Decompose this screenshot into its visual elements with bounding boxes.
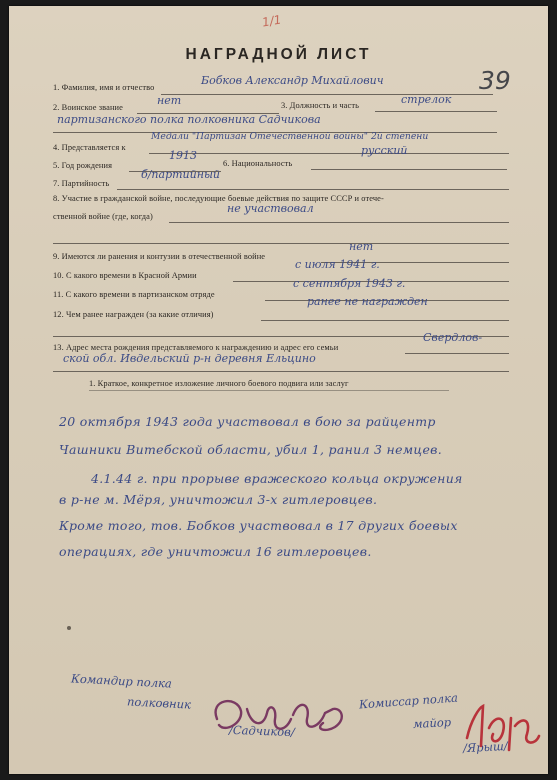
field-2-value: нет xyxy=(157,94,182,107)
field-13-label: 13. Адрес места рождения представляемого к награждению и адрес его семьи xyxy=(53,343,339,352)
field-12-label: 12. Чем ранее награжден (за какие отличия) xyxy=(53,310,214,319)
field-7-label: 7. Партийность xyxy=(53,179,110,188)
field-2-label: 2. Воинское звание xyxy=(53,103,123,112)
narrative-line: 4.1.44 г. при прорыве вражеского кольца окружения xyxy=(91,471,463,486)
field-11-value: с сентября 1943 г. xyxy=(293,277,406,290)
field-12-value: ранее не награжден xyxy=(307,295,428,308)
field-7-value: б/партийный xyxy=(141,168,220,181)
commander-name: /Садчиков/ xyxy=(228,722,295,740)
page-title: НАГРАДНОЙ ЛИСТ xyxy=(185,46,372,63)
narrative-line: операциях, где уничтожил 16 гитлеровцев. xyxy=(59,544,372,559)
field-1-value: Бобков Александр Михайлович xyxy=(201,74,384,87)
commander-title: Командир полка xyxy=(70,671,173,691)
commissar-title: Комиссар полка xyxy=(358,690,459,712)
commissar-rank: майор xyxy=(412,715,452,731)
commissar-name: /Ярыш/ xyxy=(462,738,509,756)
field-5-value: 1913 xyxy=(169,149,197,162)
award-sheet xyxy=(9,6,548,774)
field-11-label: 11. С какого времени в партизанском отряде xyxy=(53,290,215,299)
field-7-underline xyxy=(117,189,509,190)
field-13-underline-2 xyxy=(53,371,509,372)
field-3-label: 3. Должность и часть xyxy=(281,101,360,110)
field-3-underline xyxy=(375,111,497,112)
narrative-line: Кроме того, тов. Бобков участвовал в 17 других боевых xyxy=(59,518,458,533)
field-3-value-b: партизанского полка полковника Садчикова xyxy=(57,113,321,126)
field-4-underline xyxy=(149,153,509,154)
section-1-label: 1. Краткое, конкретное изложение личного боевого подвига или заслуг xyxy=(89,379,349,388)
commander-signature xyxy=(207,689,357,745)
field-6-label: 6. Национальность xyxy=(223,159,293,168)
field-1-label: 1. Фамилия, имя и отчество xyxy=(53,83,155,92)
field-5-label: 5. Год рождения xyxy=(53,161,113,170)
field-13-value-b: ской обл. Ивдельский р-н деревня Ельцино xyxy=(63,352,316,365)
field-8-underline-2 xyxy=(53,243,509,244)
archive-number: 39 xyxy=(479,66,511,95)
field-13-value-a: Свердлов- xyxy=(423,331,483,344)
field-10-label: 10. С какого времени в Красной Армии xyxy=(53,271,197,280)
section-1-underline xyxy=(89,390,449,391)
field-8-label-b: ственной войне (где, когда) xyxy=(53,212,153,221)
field-4-value: Медали "Партизан Отечественной войны" 2й степени xyxy=(151,131,429,142)
commander-rank: полковник xyxy=(126,694,192,712)
field-10-value: с июля 1941 г. xyxy=(295,258,380,271)
punch-hole xyxy=(67,626,71,630)
field-9-value: нет xyxy=(349,240,374,253)
narrative-line: Чашники Витебской области, убил 1, ранил 3 немцев. xyxy=(59,442,442,457)
field-6-value: русский xyxy=(361,144,408,157)
field-12-underline xyxy=(261,320,509,321)
field-8-value: не участвовал xyxy=(227,202,314,215)
field-3-value-a: стрелок xyxy=(401,93,452,106)
field-13-underline xyxy=(405,353,509,354)
pencil-mark: 1/1 xyxy=(260,12,283,30)
narrative-line: 20 октября 1943 года участвовал в бою за райцентр xyxy=(59,414,436,429)
field-6-underline xyxy=(311,169,507,170)
field-9-label: 9. Имеются ли ранения и контузии в отечественной войне xyxy=(53,252,266,261)
commissar-signature xyxy=(461,698,543,760)
field-8-label-a: 8. Участие в гражданской войне, последующие боевые действия по защите СССР и отече- xyxy=(53,194,384,203)
field-4-label: 4. Представляется к xyxy=(53,143,126,152)
narrative-line: в р-не м. Мёря, уничтожил 3-х гитлеровцев. xyxy=(59,492,378,507)
field-8-underline xyxy=(169,222,509,223)
